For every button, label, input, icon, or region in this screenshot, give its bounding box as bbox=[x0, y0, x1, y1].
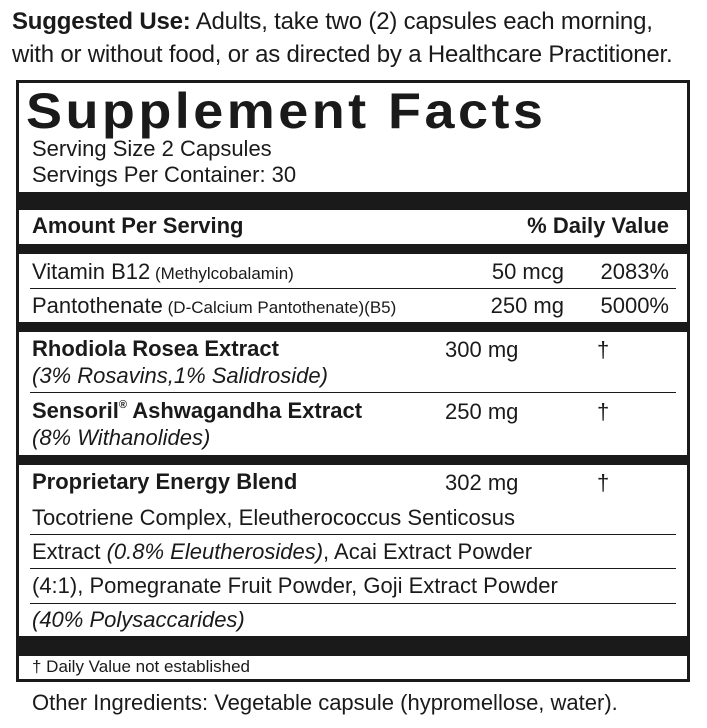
suggested-use-line-2: with or without food, or as directed by a Healthcare Practitioner. bbox=[12, 41, 673, 68]
panel-title: Supplement Facts bbox=[26, 83, 547, 139]
nutrient-detail: (D-Calcium Pantothenate)(B5) bbox=[162, 298, 397, 317]
ingredient-label: Sensoril bbox=[32, 398, 119, 423]
blend-name: Proprietary Energy Blend bbox=[32, 469, 298, 494]
nutrient-dv: 5000% bbox=[600, 293, 669, 318]
blend-ingredients-line-4: (40% Polysaccarides) bbox=[32, 607, 245, 632]
serving-size: Serving Size 2 Capsules bbox=[32, 136, 272, 161]
ingredient-name bbox=[32, 398, 362, 424]
servings-per-container: Servings Per Container: 30 bbox=[32, 162, 297, 187]
blend-amount: 302 mg bbox=[445, 470, 519, 495]
ingredient-amount: 250 mg bbox=[445, 399, 519, 424]
nutrient-dv: 2083% bbox=[600, 259, 669, 284]
ingredient-detail: (3% Rosavins,1% Salidroside) bbox=[32, 363, 328, 388]
row-divider bbox=[30, 392, 676, 393]
footnote: † Daily Value not established bbox=[32, 657, 250, 676]
blend-dv: † bbox=[597, 470, 610, 495]
ingredient-detail: (8% Withanolides) bbox=[32, 425, 211, 450]
thick-divider bbox=[16, 192, 690, 210]
amount-per-serving-header: Amount Per Serving bbox=[32, 213, 244, 238]
blend-text: , Acai Extract Powder bbox=[323, 539, 533, 564]
row-divider bbox=[30, 288, 676, 289]
blend-text: Extract bbox=[32, 539, 107, 564]
ingredient-dv: † bbox=[597, 399, 610, 424]
row-divider bbox=[30, 568, 676, 569]
registered-mark: ® bbox=[118, 399, 127, 411]
nutrient-label: Vitamin B12 bbox=[32, 259, 151, 284]
nutrient-name bbox=[32, 259, 294, 285]
blend-ingredients-line-1: Tocotriene Complex, Eleutherococcus Senticosus bbox=[32, 505, 516, 530]
ingredient-amount: 300 mg bbox=[445, 337, 519, 362]
suggested-use-label: Suggested Use: bbox=[12, 8, 191, 35]
suggested-use-text: Adults, take two (2) capsules each morning, bbox=[190, 8, 653, 35]
blend-text-italic: (0.8% Eleutherosides) bbox=[106, 539, 324, 564]
medium-divider bbox=[16, 244, 690, 254]
nutrient-name bbox=[32, 293, 396, 319]
ingredient-label-rest: Ashwagandha Extract bbox=[126, 398, 363, 423]
row-divider bbox=[30, 534, 676, 535]
blend-ingredients-line-3: (4:1), Pomegranate Fruit Powder, Goji Extract Powder bbox=[32, 573, 558, 598]
thick-divider bbox=[16, 636, 690, 656]
ingredient-dv: † bbox=[597, 337, 610, 362]
other-ingredients: Other Ingredients: Vegetable capsule (hypromellose, water). bbox=[32, 690, 618, 715]
medium-divider bbox=[16, 322, 690, 332]
suggested-use-line-1 bbox=[12, 8, 653, 36]
row-divider bbox=[30, 603, 676, 604]
medium-divider bbox=[16, 455, 690, 465]
nutrient-label: Pantothenate bbox=[32, 293, 163, 318]
blend-ingredients-line-2 bbox=[32, 539, 532, 565]
nutrient-amount: 50 mcg bbox=[491, 259, 564, 284]
nutrient-detail: (Methylcobalamin) bbox=[150, 264, 294, 283]
nutrient-amount: 250 mg bbox=[490, 293, 564, 318]
daily-value-header: % Daily Value bbox=[527, 213, 669, 238]
ingredient-name: Rhodiola Rosea Extract bbox=[32, 336, 279, 361]
